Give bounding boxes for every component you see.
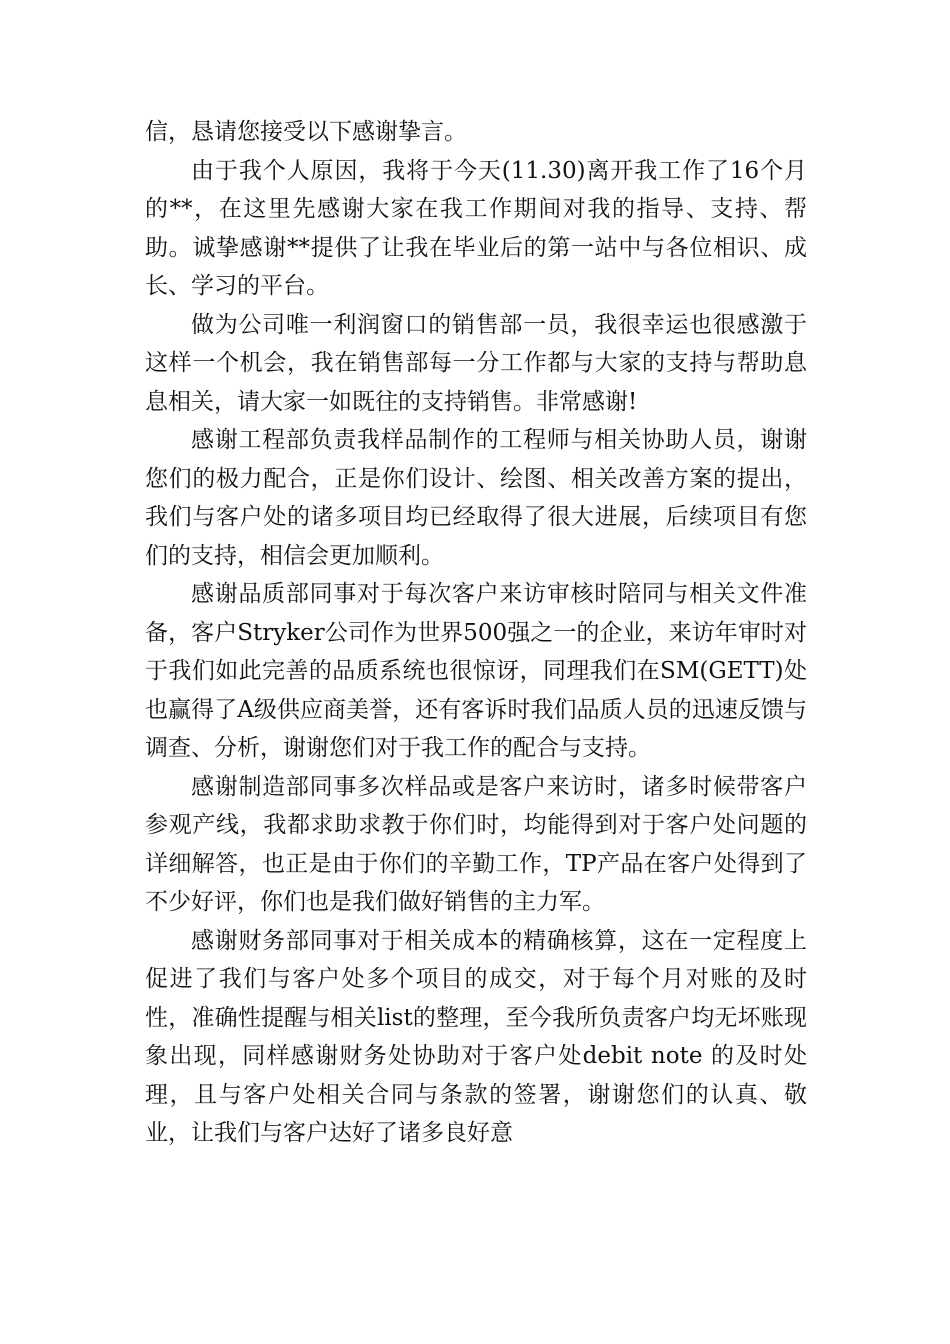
paragraph-4: 感谢工程部负责我样品制作的工程师与相关协助人员，谢谢您们的极力配合，正是你们设计、绘图、相关改善方案的提出，我们与客户处的诸多项目均已经取得了很大进展，后续项目有您们的支持，相信会更加顺利。 — [145, 427, 807, 569]
paragraph-5: 感谢品质部同事对于每次客户来访审核时陪同与相关文件准备，客户Stryker公司作为世界500强之一的企业，来访年审时对于我们如此完善的品质系统也很惊讶，同理我们在SM(GETT)处也赢得了A级供应商美誉，还有客诉时我们品质人员的迅速反馈与调查、分析，谢谢您们对于我工作的配合与支持。 — [145, 581, 807, 761]
paragraph-6: 感谢制造部同事多次样品或是客户来访时，诸多时候带客户参观产线，我都求助求教于你们时，均能得到对于客户处问题的详细解答，也正是由于你们的辛勤工作，TP产品在客户处得到了不少好评，你们也是我们做好销售的主力军。 — [145, 773, 807, 915]
paragraph-1: 信，恳请您接受以下感谢挚言。 — [145, 119, 467, 145]
document-body — [145, 113, 807, 1153]
paragraph-7: 感谢财务部同事对于相关成本的精确核算，这在一定程度上促进了我们与客户处多个项目的成交，对于每个月对账的及时性，准确性提醒与相关list的整理，至今我所负责客户均无坏账现象出现，同样感谢财务处协助对于客户处debit note 的及时处理，且与客户处相关合同与条款的签署，谢谢您们的认真、敬业，让我们与客户达好了诸多良好意 — [145, 927, 807, 1146]
paragraph-2: 由于我个人原因，我将于今天(11.30)离开我工作了16个月的**，在这里先感谢大家在我工作期间对我的指导、支持、帮助。诚挚感谢**提供了让我在毕业后的第一站中与各位相识、成长、学习的平台。 — [145, 157, 807, 299]
paragraph-3: 做为公司唯一利润窗口的销售部一员，我很幸运也很感激于这样一个机会，我在销售部每一分工作都与大家的支持与帮助息息相关，请大家一如既往的支持销售。非常感谢! — [145, 311, 807, 415]
